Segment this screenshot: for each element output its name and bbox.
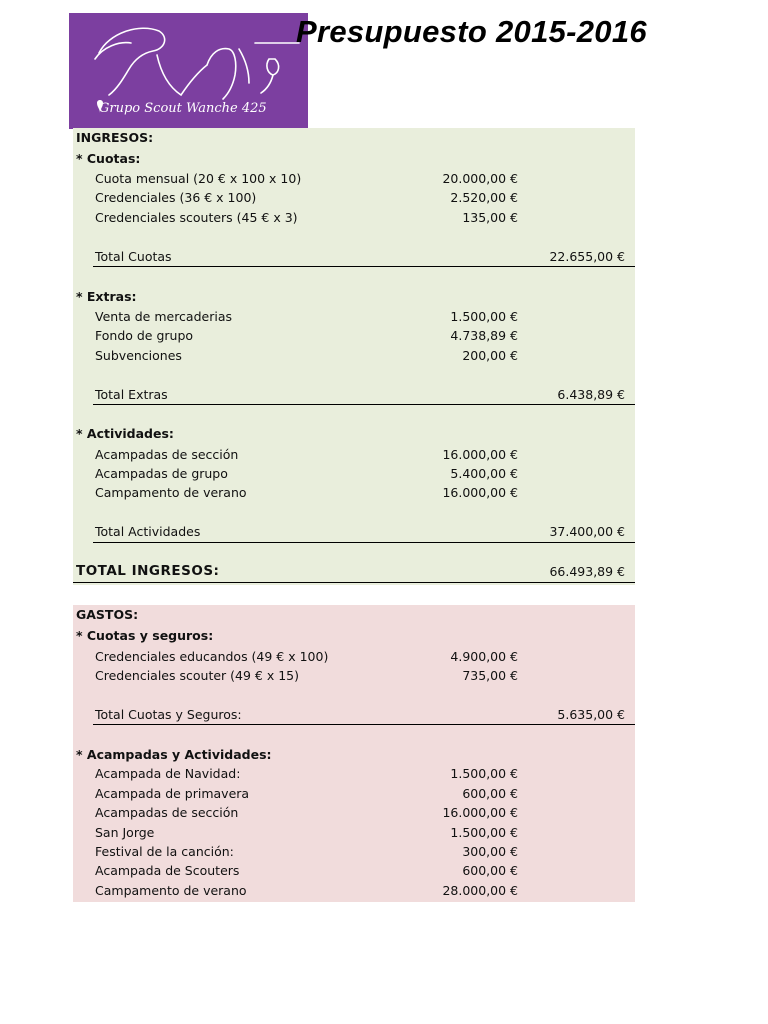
group-heading-cuotas	[73, 149, 635, 168]
group-heading-acampadas-actividades	[73, 745, 635, 764]
total-row-extras	[73, 385, 635, 404]
row-amount: 135,00 €	[462, 210, 518, 225]
group-label: * Cuotas:	[76, 151, 141, 166]
group-label: * Cuotas y seguros:	[76, 628, 214, 643]
total-row-actividades	[73, 522, 635, 541]
table-row	[73, 881, 635, 900]
group-label: * Acampadas y Actividades:	[76, 747, 272, 762]
row-label: Venta de mercaderias	[95, 309, 232, 324]
table-row	[73, 647, 635, 666]
total-label: Total Actividades	[95, 524, 201, 539]
row-label: Acampada de Scouters	[95, 863, 240, 878]
table-row	[73, 666, 635, 685]
row-amount: 1.500,00 €	[450, 309, 518, 324]
row-label: Acampadas de sección	[95, 447, 239, 462]
row-label: Acampada de Navidad:	[95, 766, 241, 781]
total-amount: 22.655,00 €	[549, 249, 625, 264]
group-label: * Extras:	[76, 289, 137, 304]
table-row	[73, 861, 635, 880]
row-amount: 200,00 €	[462, 348, 518, 363]
total-row-cuotas-seguros	[73, 705, 635, 724]
row-amount: 4.900,00 €	[450, 649, 518, 664]
row-amount: 600,00 €	[462, 786, 518, 801]
row-amount: 735,00 €	[462, 668, 518, 683]
row-amount: 16.000,00 €	[442, 447, 518, 462]
row-amount: 16.000,00 €	[442, 485, 518, 500]
gastos-heading	[73, 605, 635, 624]
row-amount: 16.000,00 €	[442, 805, 518, 820]
table-row	[73, 464, 635, 483]
row-label: Campamento de verano	[95, 485, 247, 500]
row-label: Cuota mensual (20 € x 100 x 10)	[95, 171, 302, 186]
ingresos-heading	[73, 128, 635, 147]
total-ingresos-row	[73, 562, 635, 581]
row-label: Acampadas de sección	[95, 805, 239, 820]
row-label: Credenciales educandos (49 € x 100)	[95, 649, 329, 664]
row-label: Credenciales (36 € x 100)	[95, 190, 257, 205]
total-amount: 5.635,00 €	[557, 707, 625, 722]
total-underline	[93, 266, 635, 267]
row-label: Campamento de verano	[95, 883, 247, 898]
group-heading-actividades	[73, 424, 635, 443]
logo-text: Grupo Scout Wanche 425	[99, 101, 267, 116]
table-row	[73, 483, 635, 502]
row-amount: 300,00 €	[462, 844, 518, 859]
row-amount: 1.500,00 €	[450, 766, 518, 781]
table-row	[73, 803, 635, 822]
row-amount: 2.520,00 €	[450, 190, 518, 205]
row-label: Acampada de primavera	[95, 786, 250, 801]
ingresos-heading-label: INGRESOS:	[76, 130, 154, 145]
row-label: Acampadas de grupo	[95, 466, 228, 481]
total-amount: 6.438,89 €	[557, 387, 625, 402]
table-row	[73, 326, 635, 345]
grand-total-underline	[73, 582, 635, 583]
table-row	[73, 764, 635, 783]
table-row	[73, 445, 635, 464]
row-label: Credenciales scouter (49 € x 15)	[95, 668, 299, 683]
row-label: Festival de la canción:	[95, 844, 234, 859]
total-underline	[93, 724, 635, 725]
row-label: Credenciales scouters (45 € x 3)	[95, 210, 298, 225]
logo	[69, 13, 308, 129]
table-row	[73, 784, 635, 803]
total-label: Total Cuotas	[95, 249, 172, 264]
gastos-heading-label: GASTOS:	[76, 607, 139, 622]
row-amount: 4.738,89 €	[450, 328, 518, 343]
group-label: * Actividades:	[76, 426, 174, 441]
table-row	[73, 208, 635, 227]
table-row	[73, 169, 635, 188]
row-amount: 20.000,00 €	[442, 171, 518, 186]
group-heading-extras	[73, 287, 635, 306]
total-label: Total Extras	[95, 387, 168, 402]
table-row	[73, 188, 635, 207]
page-title: Presupuesto 2015-2016	[296, 14, 647, 49]
table-row	[73, 842, 635, 861]
row-amount: 5.400,00 €	[450, 466, 518, 481]
table-row	[73, 823, 635, 842]
total-amount: 37.400,00 €	[549, 524, 625, 539]
table-row	[73, 346, 635, 365]
group-heading-cuotas-seguros	[73, 626, 635, 645]
row-amount: 600,00 €	[462, 863, 518, 878]
row-amount: 28.000,00 €	[442, 883, 518, 898]
total-underline	[93, 404, 635, 405]
table-row	[73, 307, 635, 326]
total-label: Total Cuotas y Seguros:	[95, 707, 242, 722]
grand-total-label: TOTAL INGRESOS:	[76, 563, 220, 579]
row-amount: 1.500,00 €	[450, 825, 518, 840]
total-row-cuotas	[73, 247, 635, 266]
row-label: Subvenciones	[95, 348, 182, 363]
row-label: Fondo de grupo	[95, 328, 194, 343]
total-underline	[93, 542, 635, 543]
row-label: San Jorge	[95, 825, 155, 840]
grand-total-amount: 66.493,89 €	[549, 564, 625, 579]
